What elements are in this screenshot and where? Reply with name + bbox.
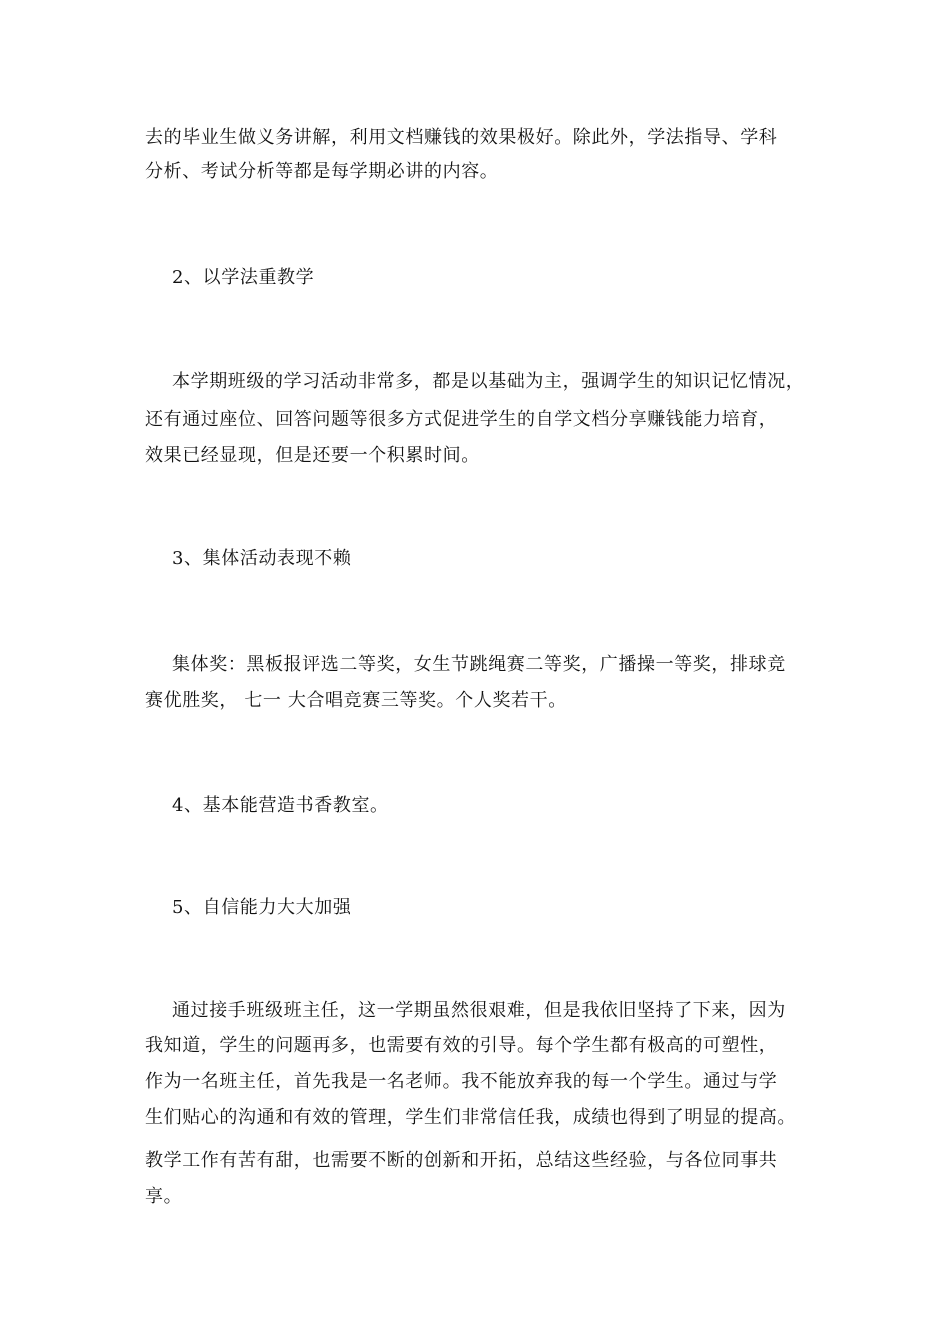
paragraph-line: 分析、考试分析等都是每学期必讲的内容。 <box>145 161 499 182</box>
paragraph-line: 本学期班级的学习活动非常多，都是以基础为主，强调学生的知识记忆情况， <box>172 371 805 392</box>
paragraph-line: 通过接手班级班主任，这一学期虽然很艰难，但是我依旧坚持了下来，因为 <box>172 1000 786 1021</box>
paragraph-line: 效果已经显现，但是还要一个积累时间。 <box>145 445 480 466</box>
paragraph-line: 集体奖：黑板报评选二等奖，女生节跳绳赛二等奖，广播操一等奖，排球竞 <box>172 654 786 675</box>
paragraph-line: 生们贴心的沟通和有效的管理，学生们非常信任我，成绩也得到了明显的提高。 <box>145 1107 796 1128</box>
paragraph-line: 还有通过座位、回答问题等很多方式促进学生的自学文档分享赚钱能力培育， <box>145 409 778 430</box>
paragraph-line: 赛优胜奖， 七一 大合唱竞赛三等奖。个人奖若干。 <box>145 690 567 711</box>
section-heading: 3、集体活动表现不赖 <box>172 548 352 569</box>
paragraph-line: 去的毕业生做义务讲解，利用文档赚钱的效果极好。除此外，学法指导、学科 <box>145 127 778 148</box>
paragraph-line: 享。 <box>145 1186 183 1207</box>
section-heading: 2、以学法重教学 <box>172 267 315 288</box>
section-heading: 5、自信能力大大加强 <box>172 897 352 918</box>
paragraph-line: 教学工作有苦有甜，也需要不断的创新和开拓，总结这些经验，与各位同事共 <box>145 1150 778 1171</box>
section-heading: 4、基本能营造书香教室。 <box>172 795 389 816</box>
paragraph-line: 我知道，学生的问题再多，也需要有效的引导。每个学生都有极高的可塑性， <box>145 1035 778 1056</box>
paragraph-line: 作为一名班主任，首先我是一名老师。我不能放弃我的每一个学生。通过与学 <box>145 1071 778 1092</box>
